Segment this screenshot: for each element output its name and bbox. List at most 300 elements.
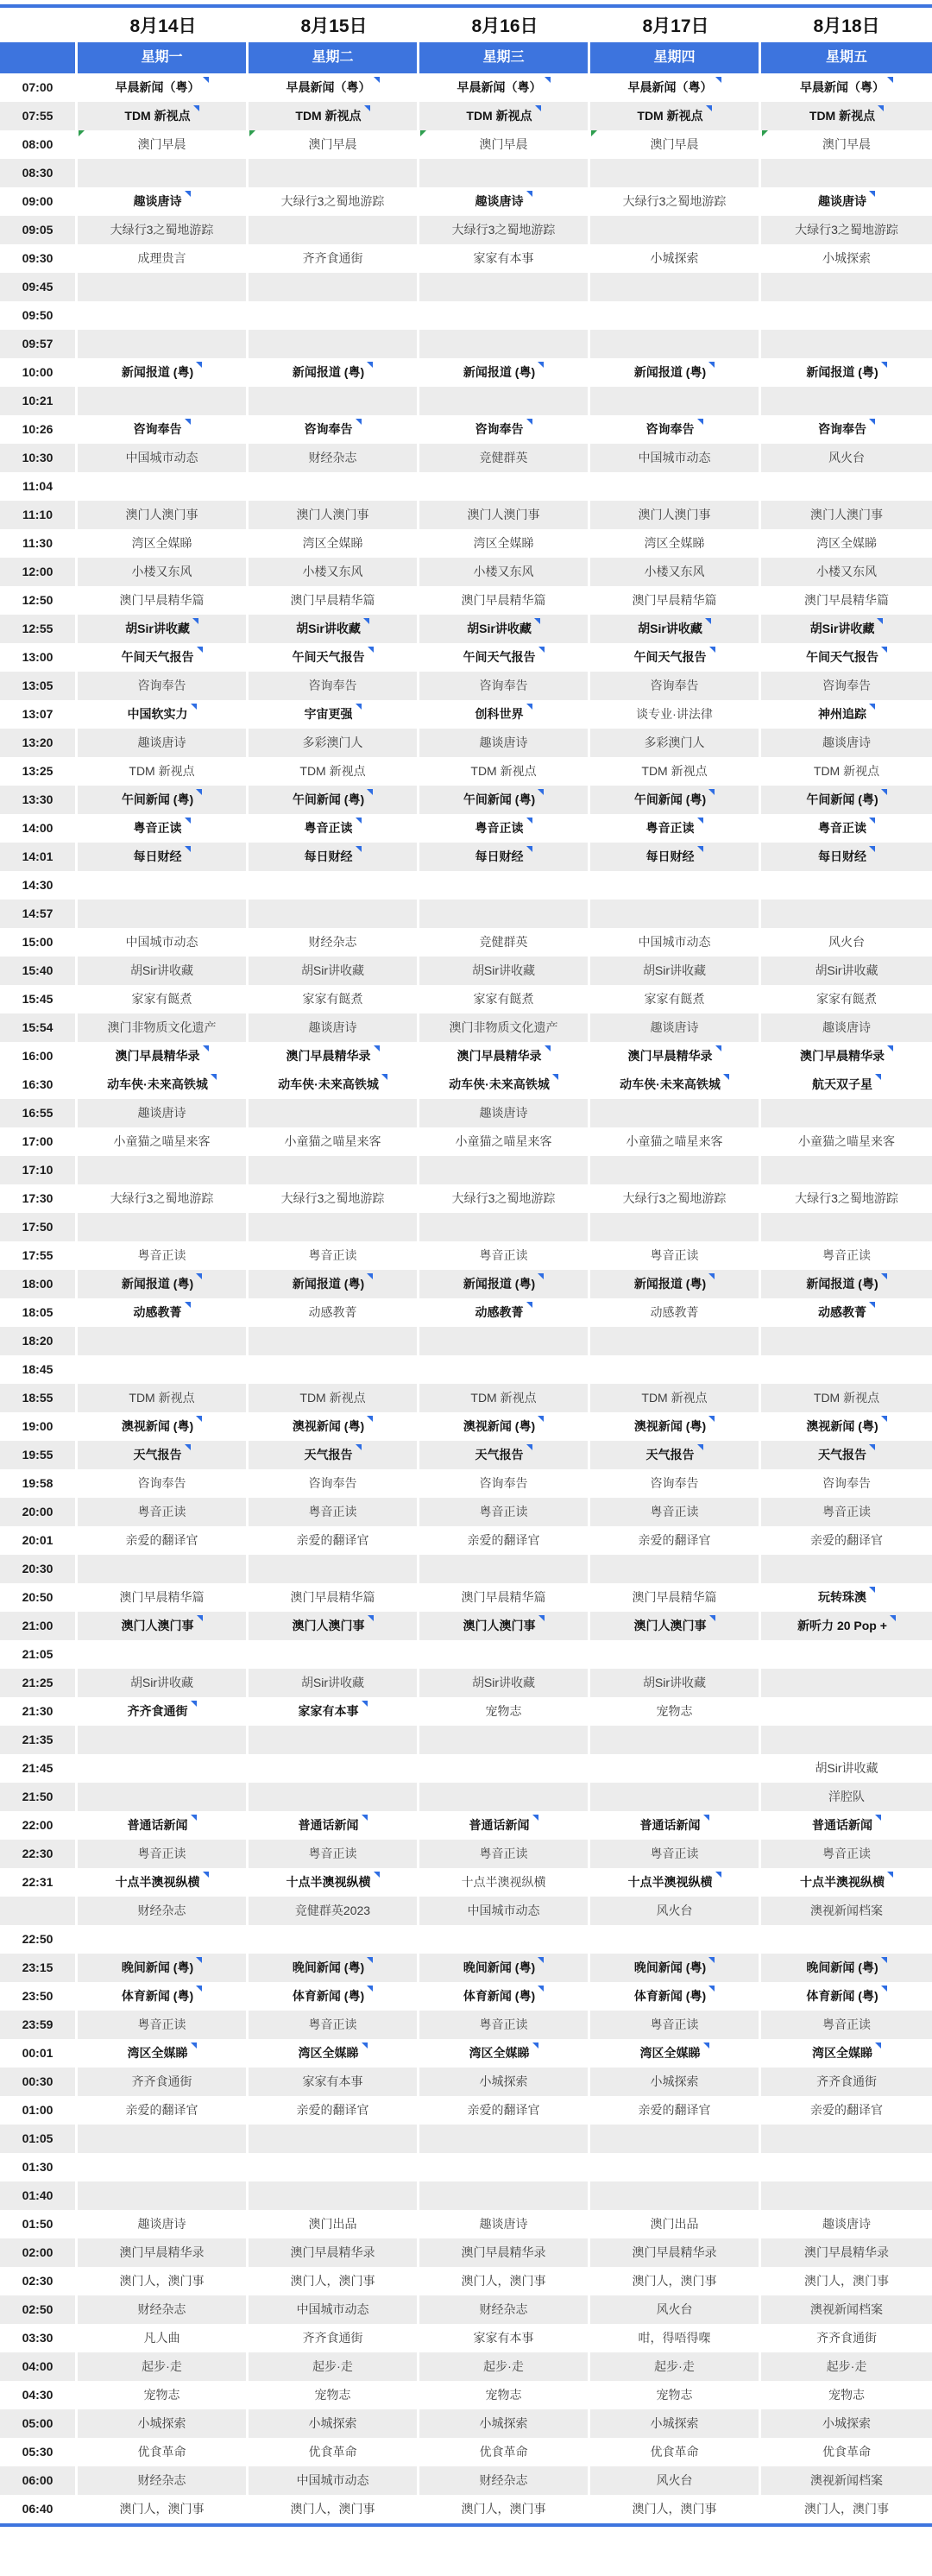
program-cell[interactable]: [590, 2324, 761, 2352]
program-cell[interactable]: [419, 786, 590, 814]
program-cell[interactable]: [590, 501, 761, 529]
program-cell[interactable]: [249, 1013, 419, 1042]
program-cell[interactable]: [419, 2238, 590, 2267]
program-cell[interactable]: [249, 2011, 419, 2039]
program-cell[interactable]: [419, 1954, 590, 1982]
program-cell[interactable]: [249, 1241, 419, 1270]
program-cell[interactable]: [761, 1384, 932, 1412]
program-cell[interactable]: [78, 700, 249, 729]
program-cell[interactable]: [761, 1754, 932, 1783]
program-cell[interactable]: [761, 2438, 932, 2466]
program-cell[interactable]: [761, 1042, 932, 1070]
program-cell[interactable]: [590, 1697, 761, 1726]
program-cell[interactable]: [249, 1697, 419, 1726]
program-cell[interactable]: [419, 1669, 590, 1697]
program-cell[interactable]: [590, 1469, 761, 1498]
program-cell[interactable]: [249, 558, 419, 586]
program-cell[interactable]: [590, 1612, 761, 1640]
program-cell[interactable]: [249, 1526, 419, 1555]
program-cell[interactable]: [419, 615, 590, 643]
program-cell[interactable]: [761, 73, 932, 102]
program-cell[interactable]: [761, 2096, 932, 2125]
program-cell[interactable]: [78, 1840, 249, 1868]
program-cell[interactable]: [761, 1270, 932, 1298]
program-cell[interactable]: [78, 2238, 249, 2267]
program-cell[interactable]: [249, 2295, 419, 2324]
program-cell[interactable]: [78, 130, 249, 159]
program-cell[interactable]: [761, 928, 932, 957]
program-cell[interactable]: [419, 2495, 590, 2523]
program-cell[interactable]: [590, 729, 761, 757]
program-cell[interactable]: [419, 558, 590, 586]
program-cell[interactable]: [761, 2238, 932, 2267]
program-cell[interactable]: [78, 1412, 249, 1441]
program-cell[interactable]: [419, 729, 590, 757]
program-cell[interactable]: [249, 985, 419, 1013]
program-cell[interactable]: [590, 415, 761, 444]
program-cell[interactable]: [419, 216, 590, 244]
program-cell[interactable]: [78, 985, 249, 1013]
program-cell[interactable]: [590, 1868, 761, 1897]
program-cell[interactable]: [419, 2438, 590, 2466]
program-cell[interactable]: [761, 1498, 932, 1526]
program-cell[interactable]: [78, 1013, 249, 1042]
program-cell[interactable]: [590, 358, 761, 387]
program-cell[interactable]: [78, 1384, 249, 1412]
program-cell[interactable]: [249, 672, 419, 700]
program-cell[interactable]: [419, 1811, 590, 1840]
program-cell[interactable]: [419, 586, 590, 615]
program-cell[interactable]: [761, 985, 932, 1013]
program-cell[interactable]: [78, 1127, 249, 1156]
program-cell[interactable]: [761, 2210, 932, 2238]
program-cell[interactable]: [761, 1868, 932, 1897]
program-cell[interactable]: [761, 529, 932, 558]
program-cell[interactable]: [419, 985, 590, 1013]
program-cell[interactable]: [419, 2267, 590, 2295]
program-cell[interactable]: [761, 558, 932, 586]
program-cell[interactable]: [78, 1441, 249, 1469]
program-cell[interactable]: [78, 729, 249, 757]
program-cell[interactable]: [590, 2466, 761, 2495]
program-cell[interactable]: [761, 102, 932, 130]
program-cell[interactable]: [78, 2210, 249, 2238]
program-cell[interactable]: [78, 615, 249, 643]
program-cell[interactable]: [419, 814, 590, 843]
program-cell[interactable]: [761, 1982, 932, 2011]
program-cell[interactable]: [419, 358, 590, 387]
program-cell[interactable]: [590, 2352, 761, 2381]
program-cell[interactable]: [761, 586, 932, 615]
program-cell[interactable]: [590, 586, 761, 615]
program-cell[interactable]: [590, 2438, 761, 2466]
program-cell[interactable]: [419, 1697, 590, 1726]
program-cell[interactable]: [761, 729, 932, 757]
program-cell[interactable]: [590, 1498, 761, 1526]
program-cell[interactable]: [590, 843, 761, 871]
program-cell[interactable]: [249, 1868, 419, 1897]
program-cell[interactable]: [249, 1498, 419, 1526]
program-cell[interactable]: [249, 786, 419, 814]
program-cell[interactable]: [590, 757, 761, 786]
program-cell[interactable]: [590, 2381, 761, 2409]
program-cell[interactable]: [249, 2381, 419, 2409]
program-cell[interactable]: [590, 2409, 761, 2438]
program-cell[interactable]: [249, 501, 419, 529]
program-cell[interactable]: [419, 957, 590, 985]
program-cell[interactable]: [249, 2096, 419, 2125]
program-cell[interactable]: [419, 501, 590, 529]
program-cell[interactable]: [761, 1184, 932, 1213]
program-cell[interactable]: [419, 1982, 590, 2011]
program-cell[interactable]: [78, 558, 249, 586]
program-cell[interactable]: [590, 2267, 761, 2295]
program-cell[interactable]: [78, 187, 249, 216]
program-cell[interactable]: [419, 1241, 590, 1270]
program-cell[interactable]: [590, 957, 761, 985]
program-cell[interactable]: [249, 1669, 419, 1697]
program-cell[interactable]: [419, 1583, 590, 1612]
program-cell[interactable]: [419, 1498, 590, 1526]
program-cell[interactable]: [590, 2295, 761, 2324]
program-cell[interactable]: [590, 2210, 761, 2238]
program-cell[interactable]: [249, 700, 419, 729]
program-cell[interactable]: [590, 1669, 761, 1697]
program-cell[interactable]: [249, 1982, 419, 2011]
program-cell[interactable]: [78, 1868, 249, 1897]
program-cell[interactable]: [419, 130, 590, 159]
program-cell[interactable]: [590, 985, 761, 1013]
program-cell[interactable]: [78, 1469, 249, 1498]
program-cell[interactable]: [590, 672, 761, 700]
program-cell[interactable]: [419, 643, 590, 672]
program-cell[interactable]: [249, 73, 419, 102]
program-cell[interactable]: [761, 700, 932, 729]
program-cell[interactable]: [761, 1783, 932, 1811]
program-cell[interactable]: [249, 2352, 419, 2381]
program-cell[interactable]: [761, 358, 932, 387]
program-cell[interactable]: [590, 2068, 761, 2096]
program-cell[interactable]: [590, 1184, 761, 1213]
program-cell[interactable]: [78, 1697, 249, 1726]
program-cell[interactable]: [249, 1583, 419, 1612]
program-cell[interactable]: [590, 1127, 761, 1156]
program-cell[interactable]: [761, 1840, 932, 1868]
program-cell[interactable]: [78, 2324, 249, 2352]
program-cell[interactable]: [249, 2238, 419, 2267]
program-cell[interactable]: [590, 1013, 761, 1042]
program-cell[interactable]: [590, 73, 761, 102]
program-cell[interactable]: [419, 843, 590, 871]
program-cell[interactable]: [78, 814, 249, 843]
program-cell[interactable]: [419, 1469, 590, 1498]
program-cell[interactable]: [419, 73, 590, 102]
program-cell[interactable]: [590, 1526, 761, 1555]
program-cell[interactable]: [590, 643, 761, 672]
program-cell[interactable]: [590, 1412, 761, 1441]
program-cell[interactable]: [78, 1811, 249, 1840]
program-cell[interactable]: [78, 786, 249, 814]
program-cell[interactable]: [78, 1982, 249, 2011]
program-cell[interactable]: [249, 1184, 419, 1213]
program-cell[interactable]: [419, 1298, 590, 1327]
program-cell[interactable]: [249, 2466, 419, 2495]
program-cell[interactable]: [761, 1070, 932, 1099]
program-cell[interactable]: [249, 102, 419, 130]
program-cell[interactable]: [419, 1412, 590, 1441]
program-cell[interactable]: [419, 1384, 590, 1412]
program-cell[interactable]: [590, 1042, 761, 1070]
program-cell[interactable]: [590, 1241, 761, 1270]
program-cell[interactable]: [590, 615, 761, 643]
program-cell[interactable]: [249, 2438, 419, 2466]
program-cell[interactable]: [761, 1526, 932, 1555]
program-cell[interactable]: [249, 643, 419, 672]
program-cell[interactable]: [761, 1954, 932, 1982]
program-cell[interactable]: [78, 586, 249, 615]
program-cell[interactable]: [590, 244, 761, 273]
program-cell[interactable]: [78, 102, 249, 130]
program-cell[interactable]: [590, 928, 761, 957]
program-cell[interactable]: [761, 643, 932, 672]
program-cell[interactable]: [419, 2039, 590, 2068]
program-cell[interactable]: [419, 2324, 590, 2352]
program-cell[interactable]: [78, 2466, 249, 2495]
program-cell[interactable]: [590, 2096, 761, 2125]
program-cell[interactable]: [761, 187, 932, 216]
program-cell[interactable]: [249, 1384, 419, 1412]
program-cell[interactable]: [761, 1897, 932, 1925]
program-cell[interactable]: [419, 529, 590, 558]
program-cell[interactable]: [249, 1070, 419, 1099]
program-cell[interactable]: [78, 1184, 249, 1213]
program-cell[interactable]: [249, 1298, 419, 1327]
program-cell[interactable]: [249, 2409, 419, 2438]
program-cell[interactable]: [419, 2352, 590, 2381]
program-cell[interactable]: [249, 130, 419, 159]
program-cell[interactable]: [761, 843, 932, 871]
program-cell[interactable]: [78, 2011, 249, 2039]
program-cell[interactable]: [761, 2267, 932, 2295]
program-cell[interactable]: [78, 244, 249, 273]
program-cell[interactable]: [78, 1241, 249, 1270]
program-cell[interactable]: [590, 2495, 761, 2523]
program-cell[interactable]: [419, 2409, 590, 2438]
program-cell[interactable]: [761, 216, 932, 244]
program-cell[interactable]: [419, 2466, 590, 2495]
program-cell[interactable]: [249, 928, 419, 957]
program-cell[interactable]: [419, 1526, 590, 1555]
program-cell[interactable]: [590, 1298, 761, 1327]
program-cell[interactable]: [419, 1897, 590, 1925]
program-cell[interactable]: [249, 1897, 419, 1925]
program-cell[interactable]: [590, 444, 761, 472]
program-cell[interactable]: [590, 2238, 761, 2267]
program-cell[interactable]: [249, 2039, 419, 2068]
program-cell[interactable]: [590, 130, 761, 159]
program-cell[interactable]: [249, 957, 419, 985]
program-cell[interactable]: [419, 2381, 590, 2409]
program-cell[interactable]: [249, 358, 419, 387]
program-cell[interactable]: [761, 814, 932, 843]
program-cell[interactable]: [78, 2068, 249, 2096]
program-cell[interactable]: [78, 1897, 249, 1925]
program-cell[interactable]: [78, 1954, 249, 1982]
program-cell[interactable]: [249, 1127, 419, 1156]
program-cell[interactable]: [419, 102, 590, 130]
program-cell[interactable]: [249, 1042, 419, 1070]
program-cell[interactable]: [761, 2039, 932, 2068]
program-cell[interactable]: [761, 2011, 932, 2039]
program-cell[interactable]: [590, 1840, 761, 1868]
program-cell[interactable]: [761, 444, 932, 472]
program-cell[interactable]: [249, 814, 419, 843]
program-cell[interactable]: [249, 529, 419, 558]
program-cell[interactable]: [761, 1412, 932, 1441]
program-cell[interactable]: [249, 1469, 419, 1498]
program-cell[interactable]: [419, 1840, 590, 1868]
program-cell[interactable]: [590, 1441, 761, 1469]
program-cell[interactable]: [590, 1897, 761, 1925]
program-cell[interactable]: [249, 2068, 419, 2096]
program-cell[interactable]: [78, 1298, 249, 1327]
program-cell[interactable]: [761, 1583, 932, 1612]
program-cell[interactable]: [761, 957, 932, 985]
program-cell[interactable]: [419, 444, 590, 472]
program-cell[interactable]: [78, 1526, 249, 1555]
program-cell[interactable]: [419, 1127, 590, 1156]
program-cell[interactable]: [761, 1013, 932, 1042]
program-cell[interactable]: [590, 1583, 761, 1612]
program-cell[interactable]: [78, 2438, 249, 2466]
program-cell[interactable]: [419, 1070, 590, 1099]
program-cell[interactable]: [249, 1612, 419, 1640]
program-cell[interactable]: [761, 2295, 932, 2324]
program-cell[interactable]: [78, 529, 249, 558]
program-cell[interactable]: [78, 957, 249, 985]
program-cell[interactable]: [761, 615, 932, 643]
program-cell[interactable]: [761, 1298, 932, 1327]
program-cell[interactable]: [78, 415, 249, 444]
program-cell[interactable]: [78, 73, 249, 102]
program-cell[interactable]: [419, 1270, 590, 1298]
program-cell[interactable]: [761, 2324, 932, 2352]
program-cell[interactable]: [78, 1070, 249, 1099]
program-cell[interactable]: [590, 700, 761, 729]
program-cell[interactable]: [249, 757, 419, 786]
program-cell[interactable]: [78, 1099, 249, 1127]
program-cell[interactable]: [590, 558, 761, 586]
program-cell[interactable]: [419, 1441, 590, 1469]
program-cell[interactable]: [419, 2295, 590, 2324]
program-cell[interactable]: [78, 928, 249, 957]
program-cell[interactable]: [761, 1469, 932, 1498]
program-cell[interactable]: [78, 1669, 249, 1697]
program-cell[interactable]: [761, 2381, 932, 2409]
program-cell[interactable]: [590, 529, 761, 558]
program-cell[interactable]: [590, 2011, 761, 2039]
program-cell[interactable]: [78, 1583, 249, 1612]
program-cell[interactable]: [419, 1042, 590, 1070]
program-cell[interactable]: [761, 786, 932, 814]
program-cell[interactable]: [249, 1811, 419, 1840]
program-cell[interactable]: [419, 757, 590, 786]
program-cell[interactable]: [761, 415, 932, 444]
program-cell[interactable]: [78, 643, 249, 672]
program-cell[interactable]: [590, 1384, 761, 1412]
program-cell[interactable]: [590, 1270, 761, 1298]
program-cell[interactable]: [419, 2011, 590, 2039]
program-cell[interactable]: [761, 2495, 932, 2523]
program-cell[interactable]: [78, 1612, 249, 1640]
program-cell[interactable]: [249, 843, 419, 871]
program-cell[interactable]: [78, 358, 249, 387]
program-cell[interactable]: [78, 2409, 249, 2438]
program-cell[interactable]: [78, 672, 249, 700]
program-cell[interactable]: [249, 1412, 419, 1441]
program-cell[interactable]: [249, 187, 419, 216]
program-cell[interactable]: [761, 2409, 932, 2438]
program-cell[interactable]: [419, 187, 590, 216]
program-cell[interactable]: [761, 2466, 932, 2495]
program-cell[interactable]: [590, 102, 761, 130]
program-cell[interactable]: [78, 444, 249, 472]
program-cell[interactable]: [249, 1270, 419, 1298]
program-cell[interactable]: [590, 1954, 761, 1982]
program-cell[interactable]: [590, 1070, 761, 1099]
program-cell[interactable]: [78, 1498, 249, 1526]
program-cell[interactable]: [761, 244, 932, 273]
program-cell[interactable]: [590, 814, 761, 843]
program-cell[interactable]: [590, 1811, 761, 1840]
program-cell[interactable]: [419, 415, 590, 444]
program-cell[interactable]: [249, 2495, 419, 2523]
program-cell[interactable]: [761, 672, 932, 700]
program-cell[interactable]: [249, 1954, 419, 1982]
program-cell[interactable]: [78, 2381, 249, 2409]
program-cell[interactable]: [761, 2068, 932, 2096]
program-cell[interactable]: [78, 1270, 249, 1298]
program-cell[interactable]: [419, 2068, 590, 2096]
program-cell[interactable]: [590, 2039, 761, 2068]
program-cell[interactable]: [78, 2267, 249, 2295]
program-cell[interactable]: [761, 1441, 932, 1469]
program-cell[interactable]: [419, 1868, 590, 1897]
program-cell[interactable]: [761, 1612, 932, 1640]
program-cell[interactable]: [249, 1441, 419, 1469]
program-cell[interactable]: [419, 2096, 590, 2125]
program-cell[interactable]: [249, 1840, 419, 1868]
program-cell[interactable]: [249, 244, 419, 273]
program-cell[interactable]: [249, 615, 419, 643]
program-cell[interactable]: [249, 586, 419, 615]
program-cell[interactable]: [78, 216, 249, 244]
program-cell[interactable]: [419, 1013, 590, 1042]
program-cell[interactable]: [78, 843, 249, 871]
program-cell[interactable]: [78, 757, 249, 786]
program-cell[interactable]: [78, 1042, 249, 1070]
program-cell[interactable]: [590, 786, 761, 814]
program-cell[interactable]: [78, 2039, 249, 2068]
program-cell[interactable]: [419, 928, 590, 957]
program-cell[interactable]: [419, 2210, 590, 2238]
program-cell[interactable]: [78, 501, 249, 529]
program-cell[interactable]: [78, 2352, 249, 2381]
program-cell[interactable]: [761, 130, 932, 159]
program-cell[interactable]: [761, 501, 932, 529]
program-cell[interactable]: [419, 700, 590, 729]
program-cell[interactable]: [761, 757, 932, 786]
